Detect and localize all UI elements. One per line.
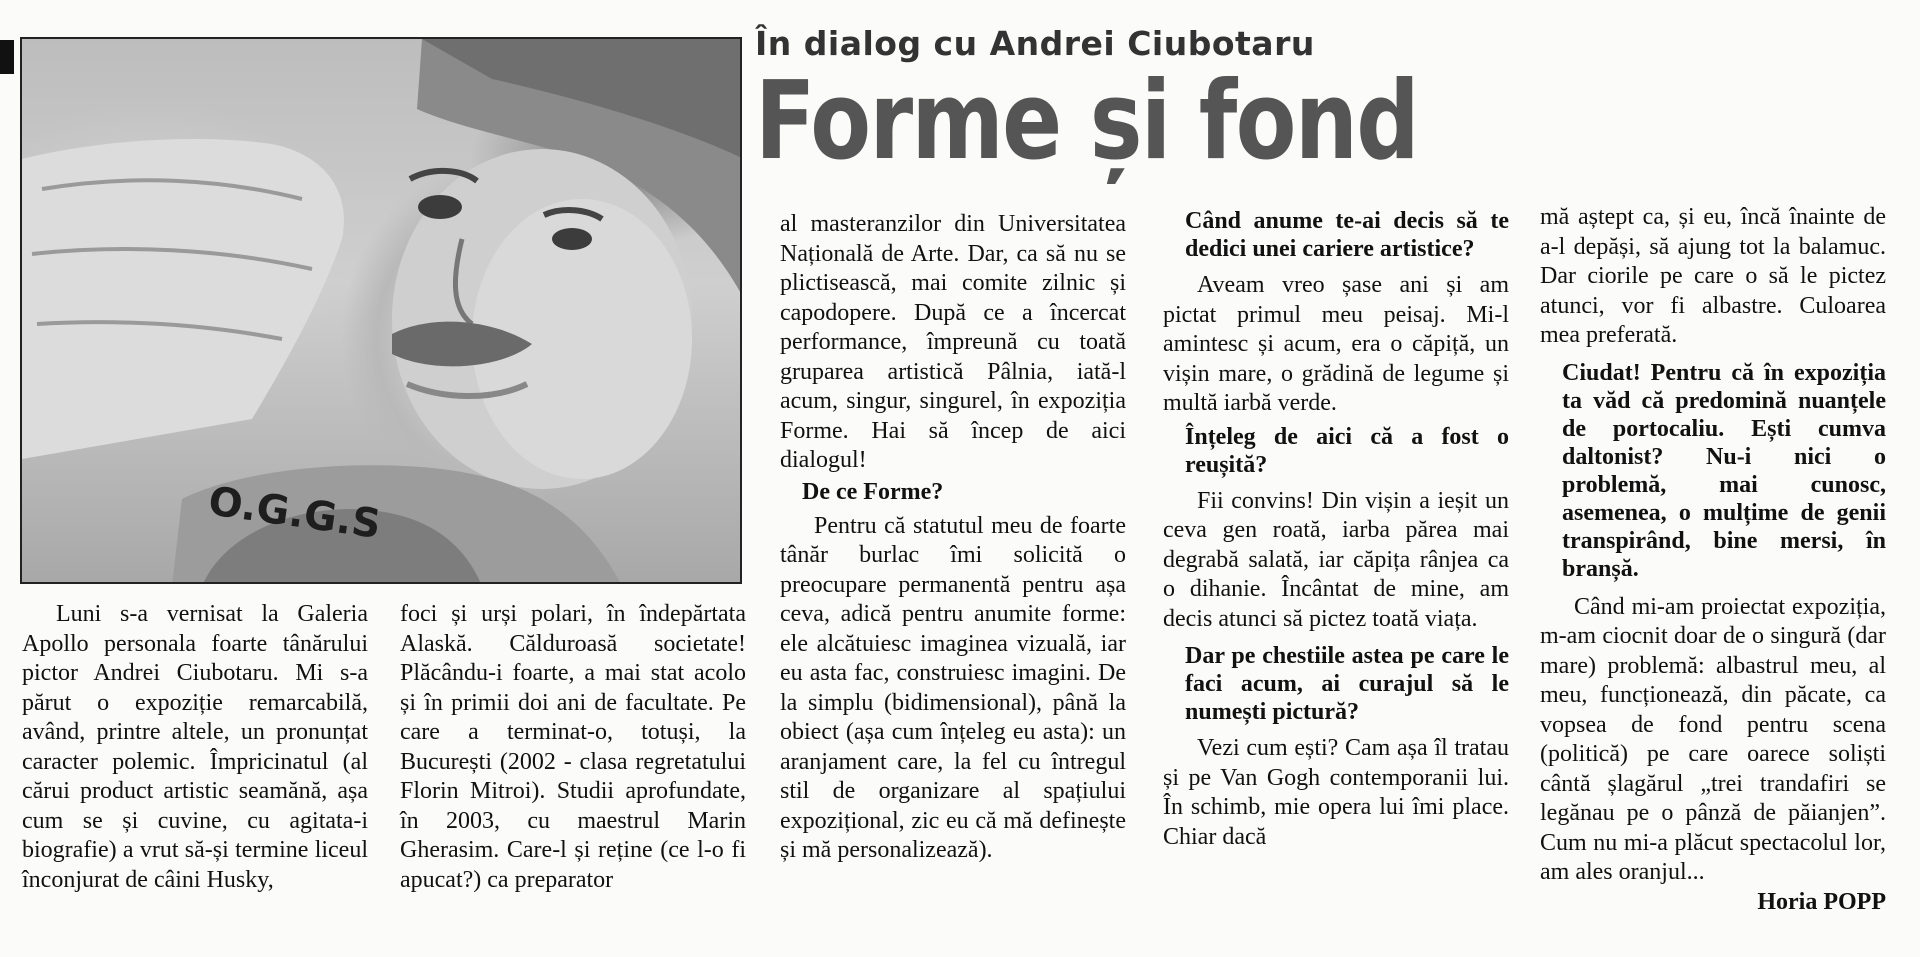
column-4 xyxy=(1163,207,1509,852)
portrait-illustration xyxy=(22,39,742,584)
column-2 xyxy=(400,600,746,895)
paragraph: Pentru că statutul meu de foarte tânăr burlac îmi solicită o preocupare permanentă pentru așa ceva, adică pentru anumite forme: ele alcătuiesc imaginea vizuală, iar eu asta fac, construiesc imagini. De la simplu (bidimensional), până la obiect (așa cum înțeleg eu asta): un aranjament care, la fel cu întregul stil de organizare al spațiului expozițional, zic eu că mă definește și mă personalizează). xyxy=(780,512,1126,863)
column-1 xyxy=(22,600,368,895)
author-signature: Horia POPP xyxy=(1757,888,1886,915)
paragraph: foci și urși polari, în îndepărtata Alaskă. Călduroasă societate! Plăcându-i foarte, a mai stat acolo și în primii doi ani de facultate. Pe care a terminat-o, totuși, la București (2002 - clasa regretatului Florin Mitroi). Studii aprofundate, în 2003, cu maestrul Marin Gherasim. Care-l și reține (ce l-o fi apucat?) ca preparator xyxy=(400,601,746,893)
article-headline: Forme și fond xyxy=(755,59,1418,184)
column-5 xyxy=(1540,203,1886,917)
paragraph: Fii convins! Din vișin a ieșit un ceva gen roată, iarba părea mai degrabă salată, iar căpița rânjea ca o dihanie. Încântat de mine, am decis atunci să pictez toată viața. xyxy=(1163,487,1509,632)
column-3 xyxy=(780,210,1126,866)
interview-question: Când anume te-ai decis să te dedici unei cariere artistice? xyxy=(1185,208,1509,262)
paragraph: Vezi cum ești? Cam așa îl tratau și pe Van Gogh contemporanii lui. În schimb, mie opera lui îmi place. Chiar dacă xyxy=(1163,735,1509,850)
shirt-text: O.G.G.S xyxy=(205,478,384,549)
paragraph: Luni s-a vernisat la Galeria Apollo personala foarte tânărului pictor Andrei Ciubotaru. Mi s-a părut o expoziție remarcabilă, având, printre altele, un pronunțat caracter polemic. Împricinatul (al cărui product artistic seamănă, așa cum se și cuvine, cu agitata-i biografie) a vrut să-și termine liceul înconjurat de câini Husky, xyxy=(22,601,368,893)
interview-question: De ce Forme? xyxy=(802,478,944,505)
paragraph: mă aștept ca, și eu, încă înainte de a-l depăși, să ajung tot la balamuc. Dar ciorile pe care o să le pictez atunci, vor fi albastre. Culoarea mea preferată. xyxy=(1540,204,1886,348)
margin-mark xyxy=(0,40,14,74)
artist-photo xyxy=(20,37,742,584)
article-kicker: În dialog cu Andrei Ciubotaru xyxy=(755,24,1315,63)
paragraph: Când mi-am proiectat expoziția, m-am ciocnit doar de o singură (dar mare) problemă: albastrul meu, al meu, funcționează, din păcate, ca vopsea de fond pentru scena (politică) pe care oarece soliști cântă șlagărul „trei trandafiri se legănau pe o pânză de păianjen”. Cum nu mi-a plăcut spectacolul lor, am ales oranjul... xyxy=(1540,593,1886,885)
paragraph: Aveam vreo șase ani și am pictat primul meu peisaj. Mi-l amintesc și acum, era o căpiță, un vișin mare, o grădină de legume și multă iarbă verde. xyxy=(1163,272,1509,416)
interview-question: Înțeleg de aici că a fost o reușită? xyxy=(1185,423,1509,478)
interview-question: Dar pe chestiile astea pe care le faci acum, ai curajul să le numești pictură? xyxy=(1185,643,1509,725)
paragraph: al masteranzilor din Universitatea Națională de Arte. Dar, ca să nu se plictisească, mai comite zilnic și capodopere. După ce a încercat performance, împreună cu toată gruparea artistică Pâlnia, iată-l acum, singur, singurel, în expoziția Forme. Hai să încep de aici dialogul! xyxy=(780,211,1126,473)
interview-question: Ciudat! Pentru că în expoziția ta văd că predomină nuanțele de portocaliu. Ești cumva daltonist? Nu-i nici o problemă, mai cunosc, asemenea, o mulțime de genii transpirând, bine mersi, în branșă. xyxy=(1562,359,1886,582)
